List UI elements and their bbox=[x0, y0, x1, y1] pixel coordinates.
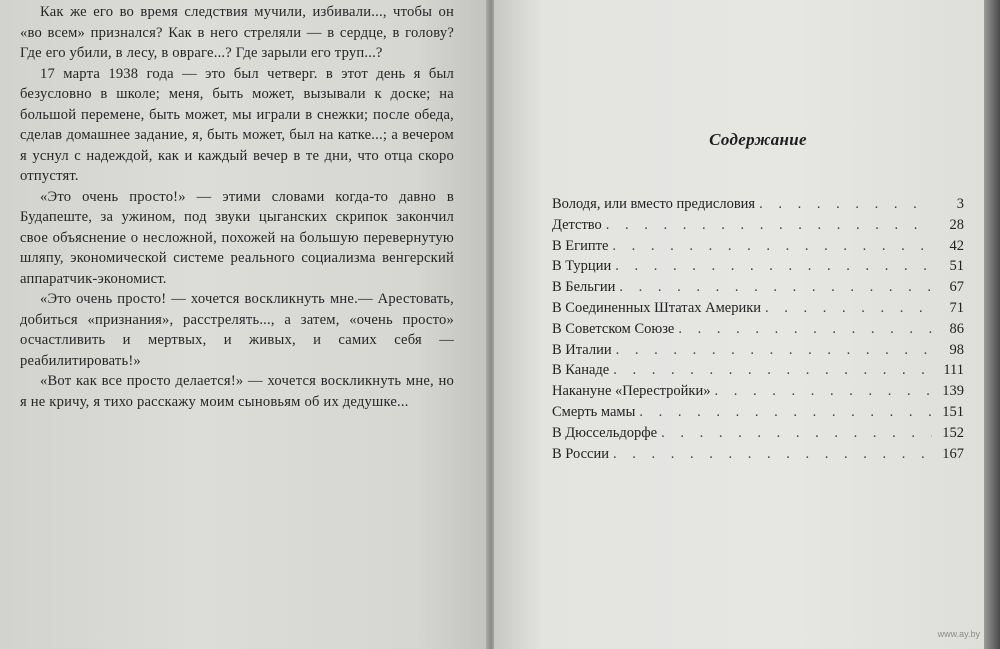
toc-leader-dots bbox=[765, 300, 932, 317]
toc-entry-label: Смерть мамы bbox=[552, 403, 636, 420]
toc-entry bbox=[552, 425, 964, 446]
toc-entry bbox=[552, 404, 964, 425]
toc-leader-dots bbox=[619, 279, 932, 296]
toc-entry-label: Володя, или вместо предисловия bbox=[552, 196, 756, 212]
toc-entry bbox=[552, 383, 964, 404]
watermark: www.ay.by bbox=[937, 629, 980, 639]
toc-entry-page: 167 bbox=[942, 445, 964, 462]
toc-entry-label: В Дюссельдорфе bbox=[552, 424, 658, 441]
toc-entry bbox=[552, 446, 964, 467]
toc-leader-dots bbox=[613, 362, 932, 379]
paragraph: «Это очень просто! — хочется воскликнуть мне.— Арестовать, добиться «признания», расстрелять..., а затем, «очень просто» осчастливить и мертвых, и живых, и самих себя — реабилитировать!» bbox=[20, 291, 454, 369]
paragraph: «Вот как все просто делается!» — хочется воскликнуть мне, но я не кричу, я тихо расскажу моим сыновьям об их дедушке... bbox=[20, 373, 454, 410]
toc-entry-page: 111 bbox=[943, 362, 964, 379]
toc-title: Содержание bbox=[709, 130, 807, 149]
toc-leader-dots bbox=[616, 342, 932, 359]
toc-entry bbox=[552, 217, 964, 238]
page-edge-shadow bbox=[984, 0, 1000, 649]
toc-entry-page: 51 bbox=[949, 258, 964, 275]
left-page-body-text bbox=[20, 2, 454, 412]
toc-entry-label: В Италии bbox=[552, 341, 612, 358]
toc-leader-dots bbox=[639, 404, 932, 421]
toc-entry-page: 152 bbox=[942, 424, 964, 441]
toc-leader-dots bbox=[661, 425, 932, 442]
toc-entry-page: 151 bbox=[942, 403, 964, 420]
toc-entry bbox=[552, 300, 964, 321]
toc-entry-label: Накануне «Перестройки» bbox=[552, 383, 711, 400]
toc-entry bbox=[552, 238, 964, 259]
toc-entry-page: 86 bbox=[949, 320, 964, 337]
toc-leader-dots bbox=[612, 238, 932, 255]
toc-entry-label: В Турции bbox=[552, 258, 612, 275]
toc-entry bbox=[552, 362, 964, 383]
toc-entry-page: 98 bbox=[949, 341, 964, 358]
toc-entry-label: В Канаде bbox=[552, 362, 610, 379]
toc-entry-page: 28 bbox=[949, 216, 964, 233]
toc-leader-dots bbox=[759, 196, 932, 213]
toc-entry bbox=[552, 321, 964, 342]
paragraph: «Это очень просто!» — этими словами когда-то давно в Будапеште, за ужином, под звуки цыганских скрипок закончил свое объяснение о несложной, похожей на большую перевернутую шляпу, экономической системе реального социализма венгерский аппаратчик-экономист. bbox=[20, 188, 454, 287]
toc-entry-label: В Соединенных Штатах Америки bbox=[552, 299, 762, 316]
toc-entry-page: 67 bbox=[949, 279, 964, 296]
toc-leader-dots bbox=[613, 446, 932, 463]
toc-entry bbox=[552, 279, 964, 300]
paragraph: Как же его во время следствия мучили, избивали..., чтобы он «во всем» признался? Как в него стреляли — в сердце, в голову? Где его убили, в лесу, в овраге...? Где зарыли его труп...? bbox=[20, 4, 454, 61]
toc-entry-page: 71 bbox=[949, 299, 964, 316]
toc-entry-label: Детство bbox=[552, 216, 602, 233]
toc-leader-dots bbox=[615, 258, 932, 275]
paragraph: 17 марта 1938 года — это был четверг. в этот день я был безусловно в школе; меня, быть может, вызывали к доске; на большой перемене, быть может, мы играли в снежки; после обеда, сделав домашнее задание, я, быть может, был на катке...; а вечером я уснул с надеждой, как и каждый вечер в те дни, что отца скоро отпустят. bbox=[20, 65, 454, 184]
toc-entry bbox=[552, 258, 964, 279]
table-of-contents bbox=[552, 196, 964, 466]
toc-leader-dots bbox=[678, 321, 932, 338]
toc-leader-dots bbox=[714, 383, 932, 400]
toc-entry-label: В Бельгии bbox=[552, 279, 616, 296]
toc-entry-label: В России bbox=[552, 445, 610, 462]
toc-entry-page: 42 bbox=[949, 237, 964, 254]
toc-entry-page: 3 bbox=[956, 196, 964, 212]
toc-leader-dots bbox=[606, 217, 932, 234]
toc-entry-page: 139 bbox=[942, 383, 964, 400]
toc-entry bbox=[552, 342, 964, 363]
toc-entry-label: В Советском Союзе bbox=[552, 320, 675, 337]
toc-entry bbox=[552, 196, 964, 217]
toc-entry-label: В Египте bbox=[552, 237, 609, 254]
